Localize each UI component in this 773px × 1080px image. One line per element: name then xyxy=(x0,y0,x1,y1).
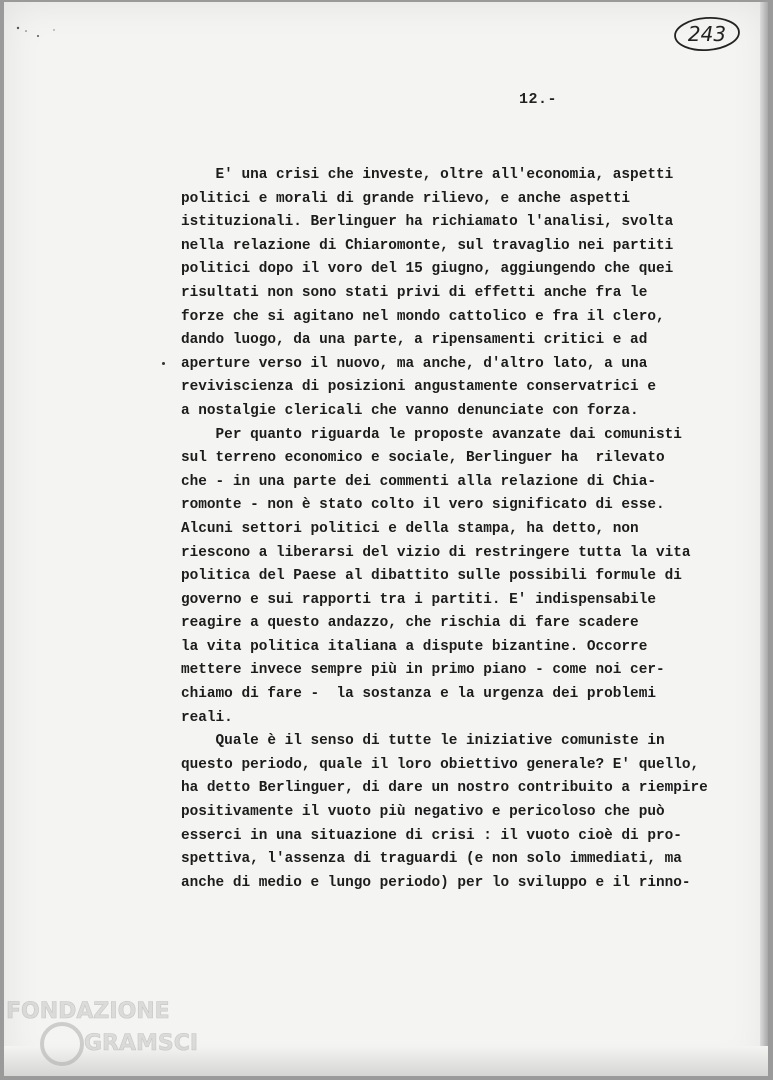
scan-specks xyxy=(14,22,74,52)
text-line: E' una crisi che investe, oltre all'economia, aspetti xyxy=(181,167,674,183)
text-line: politici dopo il voro del 15 giugno, aggiungendo che quei xyxy=(181,261,674,278)
text-line: chiamo di fare - la sostanza e la urgenza dei problemi xyxy=(181,686,656,703)
text-line: reagire a questo andazzo, che rischia di fare scadere xyxy=(181,615,639,632)
text-line: politica del Paese al dibattito sulle possibili formule di xyxy=(181,568,682,585)
text-line: Per quanto riguarda le proposte avanzate dai comunisti xyxy=(181,426,682,443)
text-line: sul terreno economico e sociale, Berlinguer ha rilevato xyxy=(181,450,665,467)
text-line: dando luogo, da una parte, a ripensamenti critici e ad xyxy=(181,332,648,349)
text-line: anche di medio e lungo periodo) per lo sviluppo e il rinno- xyxy=(181,874,691,891)
text-line: spettiva, l'assenza di traguardi (e non solo immediati, ma xyxy=(181,851,682,868)
margin-mark xyxy=(162,362,165,365)
text-line: ha detto Berlinguer, di dare un nostro contribuito a riempire xyxy=(181,780,708,797)
text-line: istituzionali. Berlinguer ha richiamato l'analisi, svolta xyxy=(181,214,674,231)
page-number: 12.- xyxy=(519,91,558,108)
handwritten-page-stamp xyxy=(672,14,742,54)
text-line: politici e morali di grande rilievo, e anche aspetti xyxy=(181,190,631,207)
text-line: risultati non sono stati privi di effetti anche fra le xyxy=(181,284,648,301)
text-line: nella relazione di Chiaromonte, sul travaglio nei partiti xyxy=(181,237,674,254)
text-line: reali. xyxy=(181,709,233,726)
text-line: la vita politica italiana a dispute bizantine. Occorre xyxy=(181,638,648,655)
fondazione-gramsci-watermark xyxy=(4,992,204,1072)
text-line: forze che si agitano nel mondo cattolico e fra il clero, xyxy=(181,308,665,325)
text-line: romonte - non è stato colto il vero significato di esse. xyxy=(181,497,665,514)
stamp-number: 243 xyxy=(687,22,727,46)
page-edge-shadow xyxy=(760,2,768,1076)
text-line: riescono a liberarsi del vizio di restringere tutta la vita xyxy=(181,544,691,561)
text-line: Quale è il senso di tutte le iniziative comuniste in xyxy=(181,733,665,750)
watermark-line-1: FONDAZIONE xyxy=(6,999,170,1024)
text-line: a nostalgie clericali che vanno denunciate con forza. xyxy=(181,402,639,419)
text-line: Alcuni settori politici e della stampa, ha detto, non xyxy=(181,520,639,537)
text-line: esserci in una situazione di crisi : il vuoto cioè di pro- xyxy=(181,827,682,844)
typewritten-body xyxy=(181,164,741,895)
text-line: questo periodo, quale il loro obiettivo generale? E' quello, xyxy=(181,756,700,773)
watermark-line-2: GRAMSCI xyxy=(84,1031,199,1056)
text-line: governo e sui rapporti tra i partiti. E' indispensabile xyxy=(181,591,656,608)
text-line: positivamente il vuoto più negativo e pericoloso che può xyxy=(181,804,665,821)
text-line: reviviscienza di posizioni angustamente conservatrici e xyxy=(181,379,656,396)
text-line: che - in una parte dei commenti alla relazione di Chia- xyxy=(181,473,656,490)
text-line: mettere invece sempre più in primo piano - come noi cer- xyxy=(181,662,665,679)
text-line: aperture verso il nuovo, ma anche, d'altro lato, a una xyxy=(181,355,648,372)
